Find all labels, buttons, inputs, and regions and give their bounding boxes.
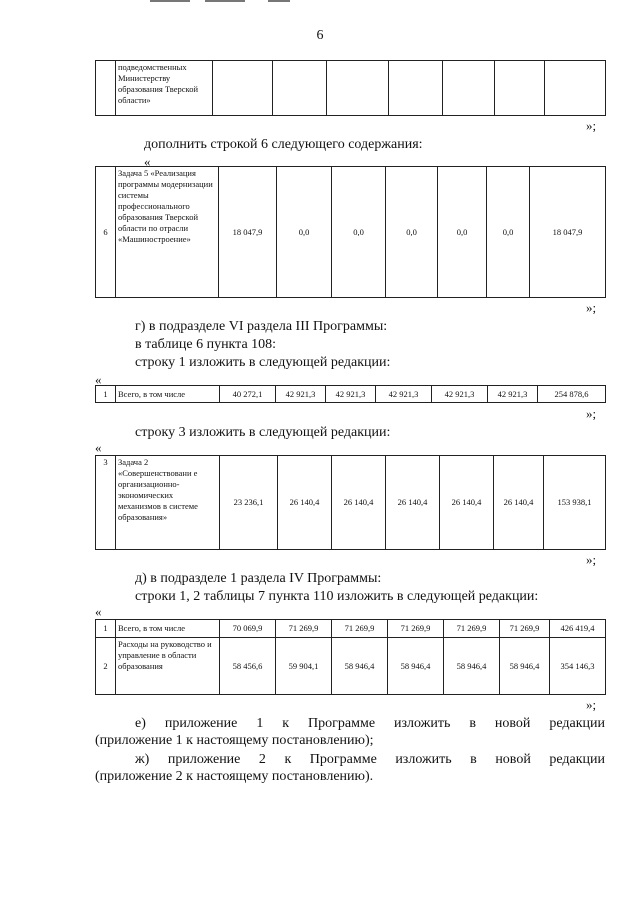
table-b-cell: 0,0	[487, 167, 530, 298]
close-quote: »;	[586, 118, 597, 133]
scan-mark	[205, 0, 245, 2]
paragraph-table6: в таблице 6 пункта 108:	[135, 337, 277, 352]
table-e-cell: 58 456,6	[220, 638, 276, 695]
table-e-cell: 71 269,9	[500, 620, 550, 638]
paragraph-e-line2: (приложение 1 к настоящему постановлению);	[95, 733, 374, 748]
table-e-cell: 59 904,1	[276, 638, 332, 695]
table-c-num: 1	[96, 386, 116, 403]
table-c-cell: 40 272,1	[220, 386, 276, 403]
table-a	[95, 60, 606, 116]
table-e-text: Расходы на руководство и управление в области образования	[116, 638, 220, 695]
table-d-text: Задача 2 «Совершенствовани е организационно-экономических механизмов в системе образования»	[116, 456, 220, 550]
table-e	[95, 619, 606, 695]
table-e-cell: 71 269,9	[444, 620, 500, 638]
table-c-cell: 42 921,3	[376, 386, 432, 403]
paragraph-add-row: дополнить строкой 6 следующего содержания:	[144, 137, 423, 152]
table-d-num: 3	[96, 456, 116, 550]
table-e-cell: 71 269,9	[388, 620, 444, 638]
table-e-cell: 70 069,9	[220, 620, 276, 638]
paragraph-rows12: строки 1, 2 таблицы 7 пункта 110 изложить в следующей редакции:	[135, 589, 539, 604]
table-d-cell: 26 140,4	[386, 456, 440, 550]
table-e-cell: 354 146,3	[550, 638, 606, 695]
table-b-cell: 0,0	[277, 167, 332, 298]
paragraph-g: г) в подразделе VI раздела III Программы:	[135, 319, 388, 334]
paragraph-row1: строку 1 изложить в следующей редакции:	[135, 355, 391, 370]
open-quote: «	[95, 372, 102, 387]
page-number: 6	[316, 28, 324, 43]
table-c	[95, 385, 606, 403]
close-quote: »;	[586, 300, 597, 315]
table-e-num: 2	[96, 638, 116, 695]
scan-mark	[150, 0, 190, 2]
table-d-cell: 153 938,1	[544, 456, 606, 550]
table-c-text: Всего, в том числе	[116, 386, 220, 403]
paragraph-row3: строку 3 изложить в следующей редакции:	[135, 425, 391, 440]
table-e-cell: 71 269,9	[276, 620, 332, 638]
table-d-cell: 26 140,4	[278, 456, 332, 550]
close-quote: »;	[586, 406, 597, 421]
table-e-cell: 58 946,4	[444, 638, 500, 695]
table-c-cell: 42 921,3	[432, 386, 488, 403]
table-d-cell: 26 140,4	[494, 456, 544, 550]
table-d-cell: 26 140,4	[332, 456, 386, 550]
paragraph-zh-line2: (приложение 2 к настоящему постановлению).	[95, 769, 374, 784]
table-e-cell: 58 946,4	[388, 638, 444, 695]
paragraph-e-line1: е) приложение 1 к Программе изложить в новой редакции	[135, 716, 605, 731]
close-quote: »;	[586, 552, 597, 567]
table-b-cell: 0,0	[332, 167, 386, 298]
scan-mark	[268, 0, 290, 2]
table-c-cell: 42 921,3	[488, 386, 538, 403]
table-c-cell: 42 921,3	[326, 386, 376, 403]
table-a-text: подведомственных Министерству образования Тверской области»	[116, 61, 213, 116]
table-b	[95, 166, 606, 298]
table-e-cell: 71 269,9	[332, 620, 388, 638]
paragraph-zh-line1: ж) приложение 2 к Программе изложить в новой редакции	[135, 752, 605, 767]
open-quote: «	[144, 154, 151, 169]
table-e-cell: 58 946,4	[332, 638, 388, 695]
table-b-cell: 0,0	[438, 167, 487, 298]
open-quote: «	[95, 440, 102, 455]
paragraph-d: д) в подразделе 1 раздела IV Программы:	[135, 571, 382, 586]
table-b-num: 6	[96, 167, 116, 298]
table-e-cell: 58 946,4	[500, 638, 550, 695]
table-c-cell: 42 921,3	[276, 386, 326, 403]
table-b-cell: 18 047,9	[219, 167, 277, 298]
table-c-cell: 254 878,6	[538, 386, 606, 403]
table-d-cell: 26 140,4	[440, 456, 494, 550]
table-e-cell: 426 419,4	[550, 620, 606, 638]
table-b-cell: 0,0	[386, 167, 438, 298]
table-d	[95, 455, 606, 550]
table-b-cell: 18 047,9	[530, 167, 606, 298]
table-b-text: Задача 5 «Реализация программы модернизации системы профессионального образования Тверской области по отрасли «Машиностроение»	[116, 167, 219, 298]
table-e-text: Всего, в том числе	[116, 620, 220, 638]
open-quote: «	[95, 604, 102, 619]
table-e-num: 1	[96, 620, 116, 638]
close-quote: »;	[586, 697, 597, 712]
table-d-cell: 23 236,1	[220, 456, 278, 550]
